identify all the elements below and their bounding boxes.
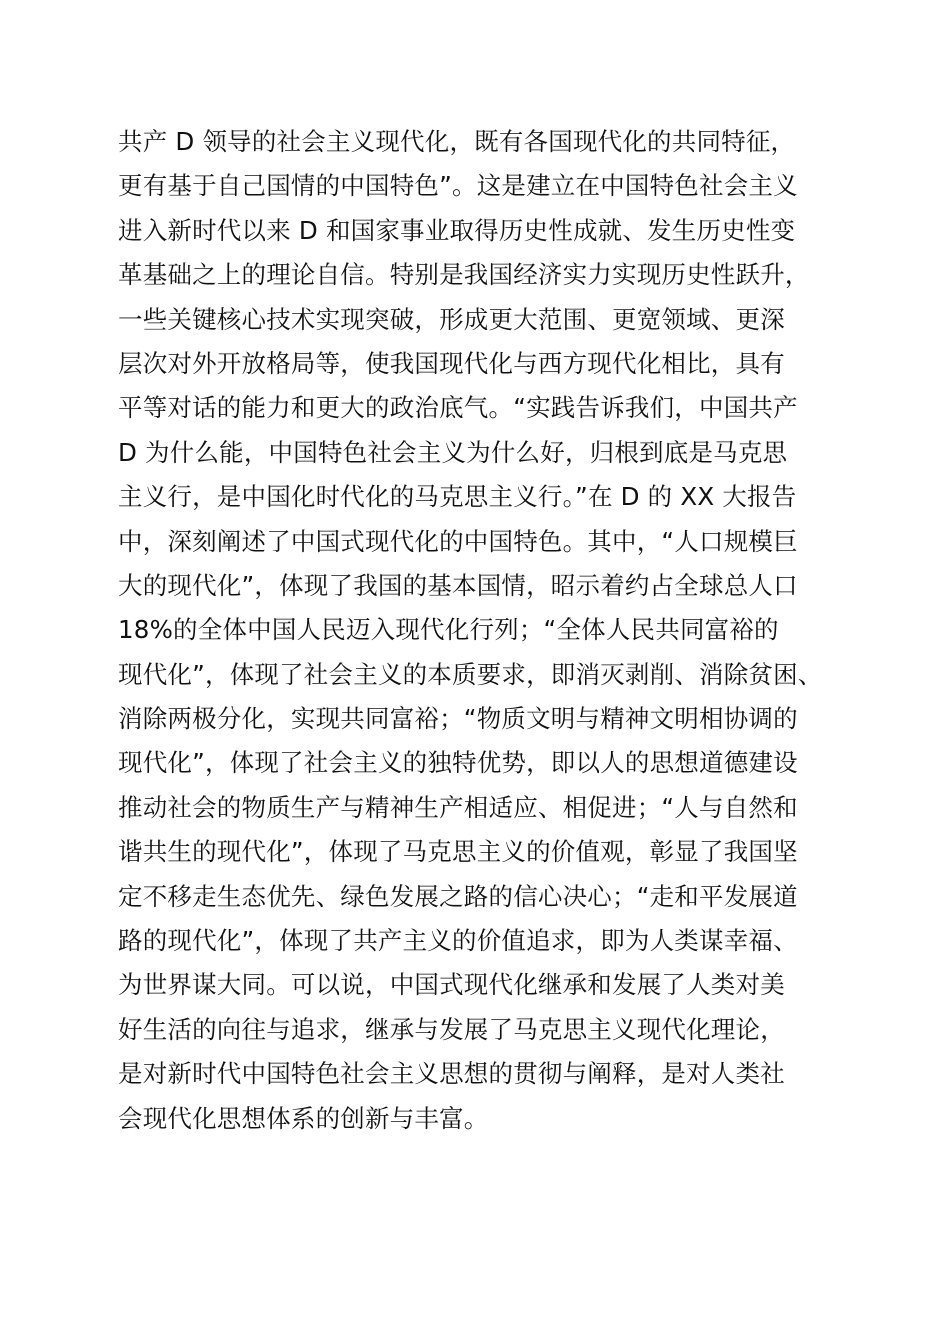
- paragraph-line: 定不移走生态优先、绿色发展之路的信心决心；“走和平发展道: [118, 881, 798, 911]
- paragraph-line: 是对新时代中国特色社会主义思想的贯彻与阐释，是对人类社: [118, 1059, 785, 1089]
- paragraph-line: 谐共生的现代化”，体现了马克思主义的价值观，彰显了我国坚: [118, 837, 798, 867]
- paragraph-line: 路的现代化”，体现了共产主义的价值追求，即为人类谋幸福、: [118, 926, 798, 956]
- paragraph-line: 18%的全体中国人民迈入现代化行列；“全体人民共同富裕的: [118, 615, 779, 645]
- paragraph-line: 革基础之上的理论自信。特别是我国经济实力实现历史性跃升，: [118, 260, 810, 290]
- paragraph-line: 大的现代化”，体现了我国的基本国情，昭示着约占全球总人口: [118, 570, 798, 600]
- paragraph-line: 平等对话的能力和更大的政治底气。“实践告诉我们，中国共产: [118, 393, 798, 423]
- paragraph-line: 消除两极分化，实现共同富裕；“物质文明与精神文明相协调的: [118, 704, 798, 734]
- paragraph-line: 更有基于自己国情的中国特色”。这是建立在中国特色社会主义: [118, 171, 798, 201]
- paragraph-line: 好生活的向往与追求，继承与发展了马克思主义现代化理论，: [118, 1014, 785, 1044]
- body-paragraph: [118, 120, 838, 1141]
- paragraph-line: 共产 D 领导的社会主义现代化，既有各国现代化的共同特征，: [118, 127, 796, 156]
- paragraph-line: 现代化”，体现了社会主义的独特优势，即以人的思想道德建设: [118, 748, 798, 778]
- paragraph-line: 一些关键核心技术实现突破，形成更大范围、更宽领域、更深: [118, 304, 785, 334]
- paragraph-line: 为世界谋大同。可以说，中国式现代化继承和发展了人类对美: [118, 970, 785, 1000]
- paragraph-line: 主义行，是中国化时代化的马克思主义行。”在 D 的 XX 大报告: [118, 482, 797, 512]
- paragraph-line: 中，深刻阐述了中国式现代化的中国特色。其中，“人口规模巨: [118, 526, 798, 556]
- paragraph-line: D 为什么能，中国特色社会主义为什么好，归根到底是马克思: [118, 437, 788, 467]
- paragraph-line: 进入新时代以来 D 和国家事业取得历史性成就、发生历史性变: [118, 215, 796, 245]
- paragraph-line: 推动社会的物质生产与精神生产相适应、相促进；“人与自然和: [118, 792, 798, 822]
- paragraph-line: 现代化”，体现了社会主义的本质要求，即消灭剥削、消除贫困、: [118, 659, 823, 689]
- paragraph-line: 层次对外开放格局等，使我国现代化与西方现代化相比，具有: [118, 348, 785, 378]
- paragraph-line: 会现代化思想体系的创新与丰富。: [118, 1103, 489, 1133]
